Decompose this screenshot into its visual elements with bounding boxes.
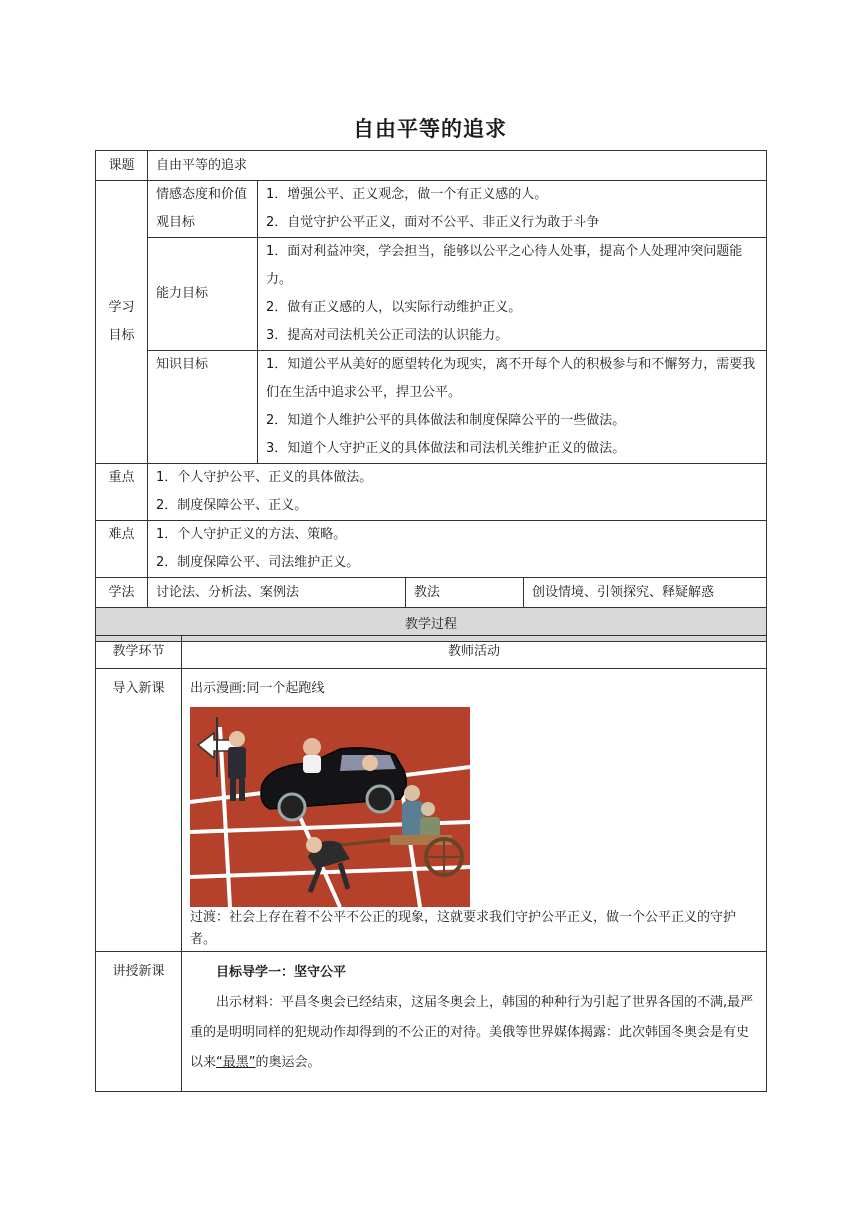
- lecture-quote: “最黑”: [216, 1055, 256, 1070]
- goal-item: 1．增强公平、正义观念，做一个有正义感的人。: [266, 187, 548, 202]
- teach-method-label: 教法: [406, 578, 524, 608]
- goal-items-knowledge: [258, 351, 767, 464]
- difficult-points: [148, 521, 767, 578]
- study-method-label: 学法: [96, 578, 148, 608]
- teach-method-value: 创设情境、引领探究、释疑解惑: [524, 578, 767, 608]
- key-points: [148, 464, 767, 521]
- goal-items-ability: [258, 238, 767, 351]
- page-title: 自由平等的追求: [353, 117, 507, 141]
- goal-category-ability: 能力目标: [148, 238, 258, 351]
- topic-label: 课题: [96, 151, 148, 181]
- goal-item: 2．自觉守护公平正义，面对不公平、非正义行为敢于斗争: [266, 215, 600, 230]
- lesson-plan-table: [95, 150, 767, 642]
- stage-column-header: 教学环节: [96, 636, 182, 669]
- difficult-points-label: 难点: [96, 521, 148, 578]
- goal-item: 1．知道公平从美好的愿望转化为现实，离不开每个人的积极参与和不懈努力，需要我们在生活中追求公平，捍卫公平。: [266, 357, 756, 400]
- goal-category-knowledge: 知识目标: [148, 351, 258, 464]
- process-header: 教学过程: [96, 608, 767, 642]
- difficult-point-item: 1．个人守护正义的方法、策略。: [156, 527, 347, 542]
- same-starting-line-cartoon: [190, 707, 470, 907]
- intro-transition: 过渡：社会上存在着不公平不公正的现象，这就要求我们守护公平正义，做一个公平正义的守护者。: [190, 910, 737, 947]
- key-points-label: 重点: [96, 464, 148, 521]
- goal-item: 3．提高对司法机关公正司法的认识能力。: [266, 328, 509, 343]
- activity-column-header: 教师活动: [182, 636, 767, 669]
- goal-item: 2．知道个人维护公平的具体做法和制度保障公平的一些做法。: [266, 413, 626, 428]
- intro-activity: [182, 669, 767, 952]
- study-method-value: 讨论法、分析法、案例法: [148, 578, 406, 608]
- goal-category-emotion: 情感态度和价值观目标: [148, 181, 258, 238]
- key-point-item: 1．个人守护公平、正义的具体做法。: [156, 470, 373, 485]
- goals-label: 学习目标: [96, 181, 148, 464]
- key-point-item: 2．制度保障公平、正义。: [156, 498, 308, 513]
- goal-items-emotion: [258, 181, 767, 238]
- lecture-heading: 目标导学一：坚守公平: [216, 965, 347, 980]
- difficult-point-item: 2．制度保障公平、司法维护正义。: [156, 555, 360, 570]
- lecture-activity: [182, 952, 767, 1092]
- teaching-process-table: [95, 635, 767, 1092]
- lecture-text-a: 出示材料：平昌冬奥会已经结束，这届冬奥会上，韩国的种种行为引起了世界各国的不满,最严重的是明明同样的犯规动作却得到的不公正的对待。美俄等世界媒体揭露：此次韩国冬奥会是有史以来: [190, 995, 754, 1070]
- goal-item: 2．做有正义感的人，以实际行动维护正义。: [266, 300, 522, 315]
- goal-item: 1．面对利益冲突，学会担当，能够以公平之心待人处事，提高个人处理冲突问题能力。: [266, 244, 743, 287]
- lecture-material: [190, 988, 758, 1078]
- lecture-stage-label: 讲授新课: [96, 952, 182, 1092]
- topic-value: 自由平等的追求: [148, 151, 767, 181]
- lecture-text-b: 的奥运会。: [255, 1055, 321, 1070]
- goal-item: 3．知道个人守护正义的具体做法和司法机关维护正义的做法。: [266, 441, 626, 456]
- intro-stage-label: 导入新课: [96, 669, 182, 952]
- intro-line: 出示漫画:同一个起跑线: [190, 681, 325, 696]
